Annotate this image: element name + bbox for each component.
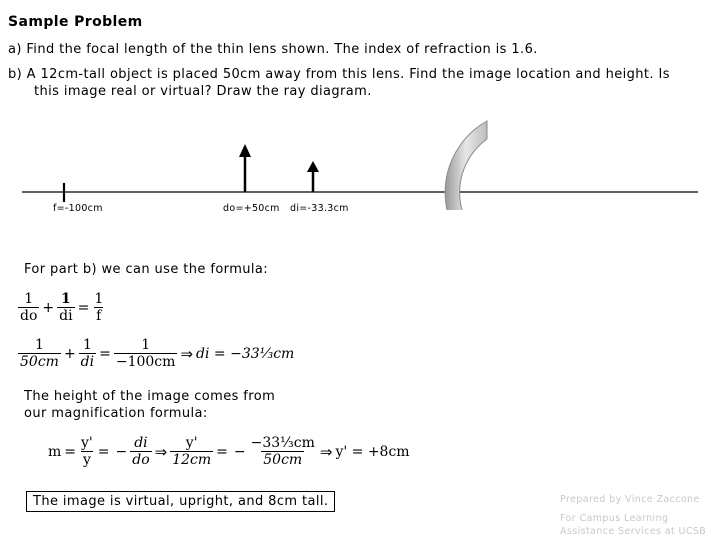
substitution-result: di = −33⅓cm [196,346,295,362]
magnification-result: y' = +8cm [335,444,410,460]
question-b-line1: b) A 12cm-tall object is placed 50cm away from this lens. Find the image location and height. Is [8,67,670,82]
plus-sign: + [63,346,76,362]
minus-sign: − [115,444,128,460]
fraction-1-over-minus100 [114,338,178,370]
image-arrow [307,161,319,192]
denominator: 50cm [263,452,303,468]
numerator: 1 [60,291,71,307]
substitution-equation [18,338,294,370]
fraction-1-over-di [79,338,96,370]
numerator: 1 [24,291,34,307]
height-intro-line2: our magnification formula: [24,406,208,421]
numerator: y' [81,435,93,451]
denominator: do [132,452,150,468]
denominator: f [96,308,102,324]
height-intro-line1: The height of the image comes from [24,389,276,404]
object-distance-label: do=+50cm [223,203,280,214]
denominator: 12cm [172,452,212,468]
numerator: di [134,435,148,451]
denominator: y [82,452,91,468]
question-a: a) Find the focal length of the thin lens shown. The index of refraction is 1.6. [8,42,538,57]
numerator: y' [185,435,198,451]
credit-line1: Prepared by Vince Zaccone [560,494,700,505]
implies-arrow: ⇒ [319,443,333,461]
equals-sign: = [64,444,77,460]
m-symbol: m [48,444,62,460]
fraction-1-over-do [18,292,39,324]
fraction-yprime-over-y [79,436,95,468]
fraction-1-over-f [92,292,105,324]
equals-sign: = [97,444,110,460]
equals-sign: = [99,346,111,362]
credit-line3: Assistance Services at UCSB [560,526,707,537]
equals-sign: = [77,300,90,316]
implies-arrow: ⇒ [154,443,168,461]
ray-diagram [0,110,720,210]
equals-sign: = [216,444,228,460]
fraction-di-value-over-do-value [249,436,317,468]
page-title: Sample Problem [8,14,143,30]
plus-sign: + [42,300,55,316]
numerator: 1 [35,337,44,353]
object-arrow [239,144,251,192]
question-b-line2: this image real or virtual? Draw the ray diagram. [34,84,372,99]
answer-box: The image is virtual, upright, and 8cm tall. [26,491,335,512]
numerator: 1 [94,291,104,307]
minus-sign: − [233,444,246,460]
numerator: 1 [141,337,151,353]
fraction-1-over-50 [18,338,61,370]
implies-arrow: ⇒ [180,345,194,363]
focal-length-label: f=-100cm [53,203,103,214]
denominator: di [80,354,95,370]
credit-line2: For Campus Learning [560,513,669,524]
image-distance-label: di=-33.3cm [290,203,349,214]
formula-intro: For part b) we can use the formula: [24,262,269,277]
denominator: di [59,308,73,324]
numerator: −33⅓cm [250,435,315,451]
magnification-equation [48,436,410,468]
denominator: −100cm [115,354,176,370]
denominator: 50cm [20,354,59,370]
fraction-yprime-over-12 [170,436,213,468]
lens-equation [18,292,105,324]
denominator: do [20,308,38,324]
fraction-1-over-di [57,292,74,324]
concave-lens [445,121,487,210]
numerator: 1 [82,337,92,353]
fraction-di-over-do [130,436,151,468]
